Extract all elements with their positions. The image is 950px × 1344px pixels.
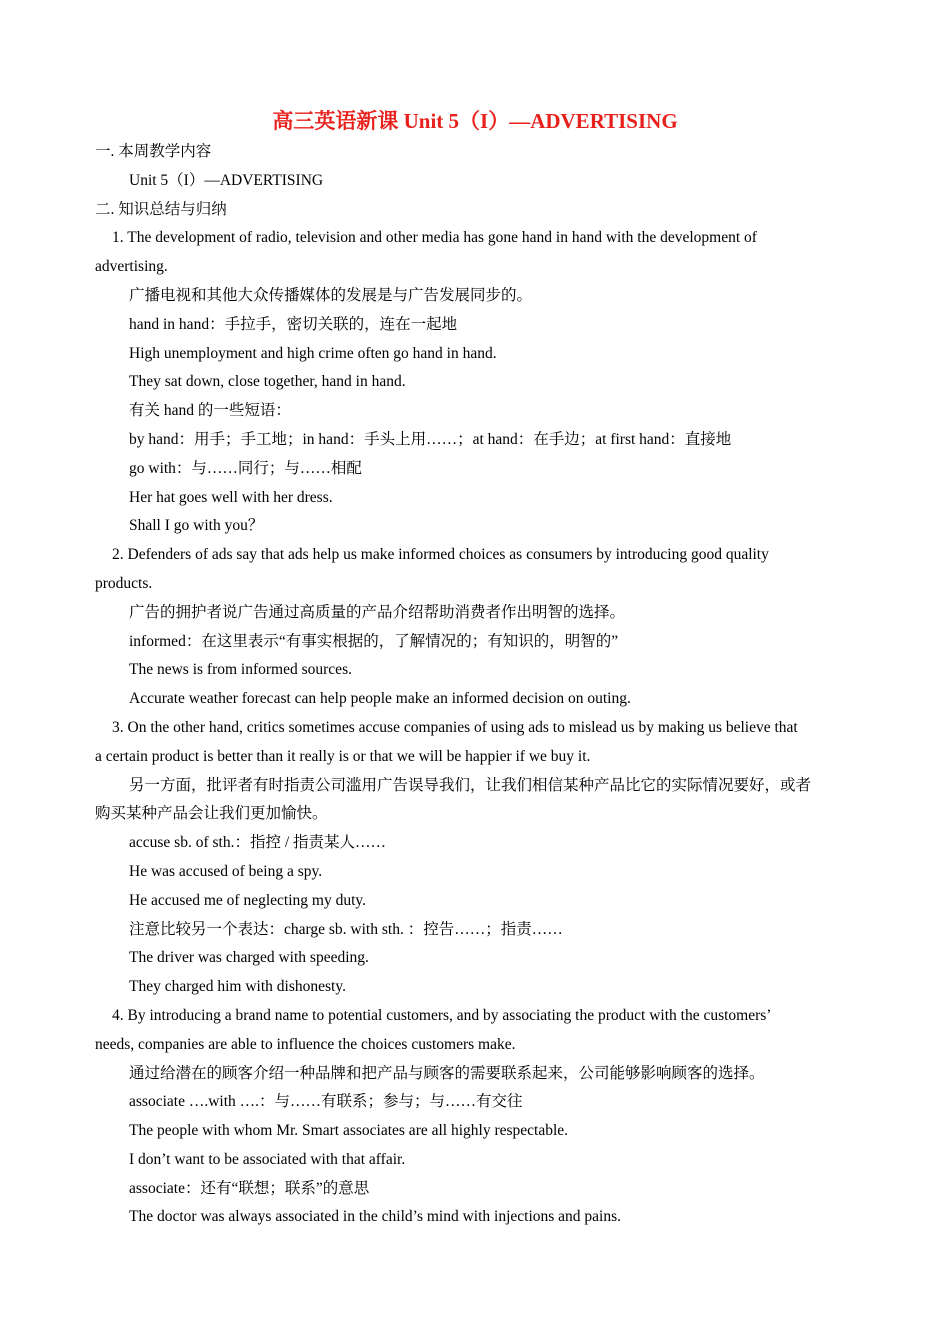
text-line: a certain product is better than it really is or that we will be happier if we buy it. (95, 747, 591, 765)
text-line: 2. Defenders of ads say that ads help us make informed choices as consumers by introducing good quality (112, 546, 769, 564)
text-line: 购买某种产品会让我们更加愉快。 (95, 805, 328, 823)
text-line: 广播电视和其他大众传播媒体的发展是与广告发展同步的。 (129, 286, 533, 304)
text-line: associate ….with ….：与……有联系；参与；与……有交往 (129, 1093, 523, 1111)
text-line: Unit 5（I）—ADVERTISING (129, 171, 324, 189)
text-line: accuse sb. of sth.：指控 / 指责某人…… (129, 834, 387, 852)
text-line: The news is from informed sources. (129, 661, 352, 679)
text-line: products. (95, 574, 153, 592)
text-line: 广告的拥护者说广告通过高质量的产品介绍帮助消费者作出明智的选择。 (129, 603, 626, 621)
text-line: by hand：用手；手工地；in hand：手头上用……；at hand：在手边；at first hand：直接地 (129, 430, 732, 448)
text-line: needs, companies are able to influence the choices customers make. (95, 1035, 516, 1053)
document-body (95, 138, 857, 1232)
text-line: Shall I go with you？ (129, 517, 264, 535)
text-line: associate：还有“联想；联系”的意思 (129, 1179, 370, 1197)
text-line: 1. The development of radio, television and other media has gone hand in hand with the development of (112, 229, 757, 247)
text-line: They charged him with dishonesty. (129, 978, 346, 996)
text-line: He was accused of being a spy. (129, 862, 323, 880)
text-line: 有关 hand 的一些短语： (129, 402, 291, 420)
text-line: He accused me of neglecting my duty. (129, 891, 367, 909)
text-line: Accurate weather forecast can help people make an informed decision on outing. (129, 690, 631, 708)
text-line: 另一方面，批评者有时指责公司滥用广告误导我们，让我们相信某种产品比它的实际情况要好，或者 (129, 776, 812, 794)
text-line: 注意比较另一个表达：charge sb. with sth. ：控告……；指责…… (129, 920, 563, 938)
text-line: 3. On the other hand, critics sometimes accuse companies of using ads to mislead us by making us believe that (112, 718, 798, 736)
text-line: They sat down, close together, hand in hand. (129, 373, 406, 391)
text-line: 通过给潜在的顾客介绍一种品牌和把产品与顾客的需要联系起来，公司能够影响顾客的选择。 (129, 1064, 765, 1082)
text-line: The doctor was always associated in the child’s mind with injections and pains. (129, 1208, 622, 1226)
text-line: The people with whom Mr. Smart associates are all highly respectable. (129, 1122, 569, 1140)
text-line: hand in hand：手拉手，密切关联的，连在一起地 (129, 315, 458, 333)
text-line: Her hat goes well with her dress. (129, 488, 333, 506)
text-line: advertising. (95, 258, 168, 276)
document-title: 高三英语新课 Unit 5（I）—ADVERTISING (272, 109, 678, 133)
text-line: High unemployment and high crime often go hand in hand. (129, 344, 497, 362)
text-line: informed：在这里表示“有事实根据的，了解情况的；有知识的，明智的” (129, 632, 619, 650)
text-line: go with：与……同行；与……相配 (129, 459, 362, 477)
text-line: 4. By introducing a brand name to potential customers, and by associating the product with the customers’ (112, 1006, 772, 1024)
text-line: 一. 本周教学内容 (95, 143, 212, 160)
text-line: 二. 知识总结与归纳 (95, 200, 227, 218)
text-line: I don’t want to be associated with that affair. (129, 1150, 406, 1168)
text-line: The driver was charged with speeding. (129, 949, 369, 967)
